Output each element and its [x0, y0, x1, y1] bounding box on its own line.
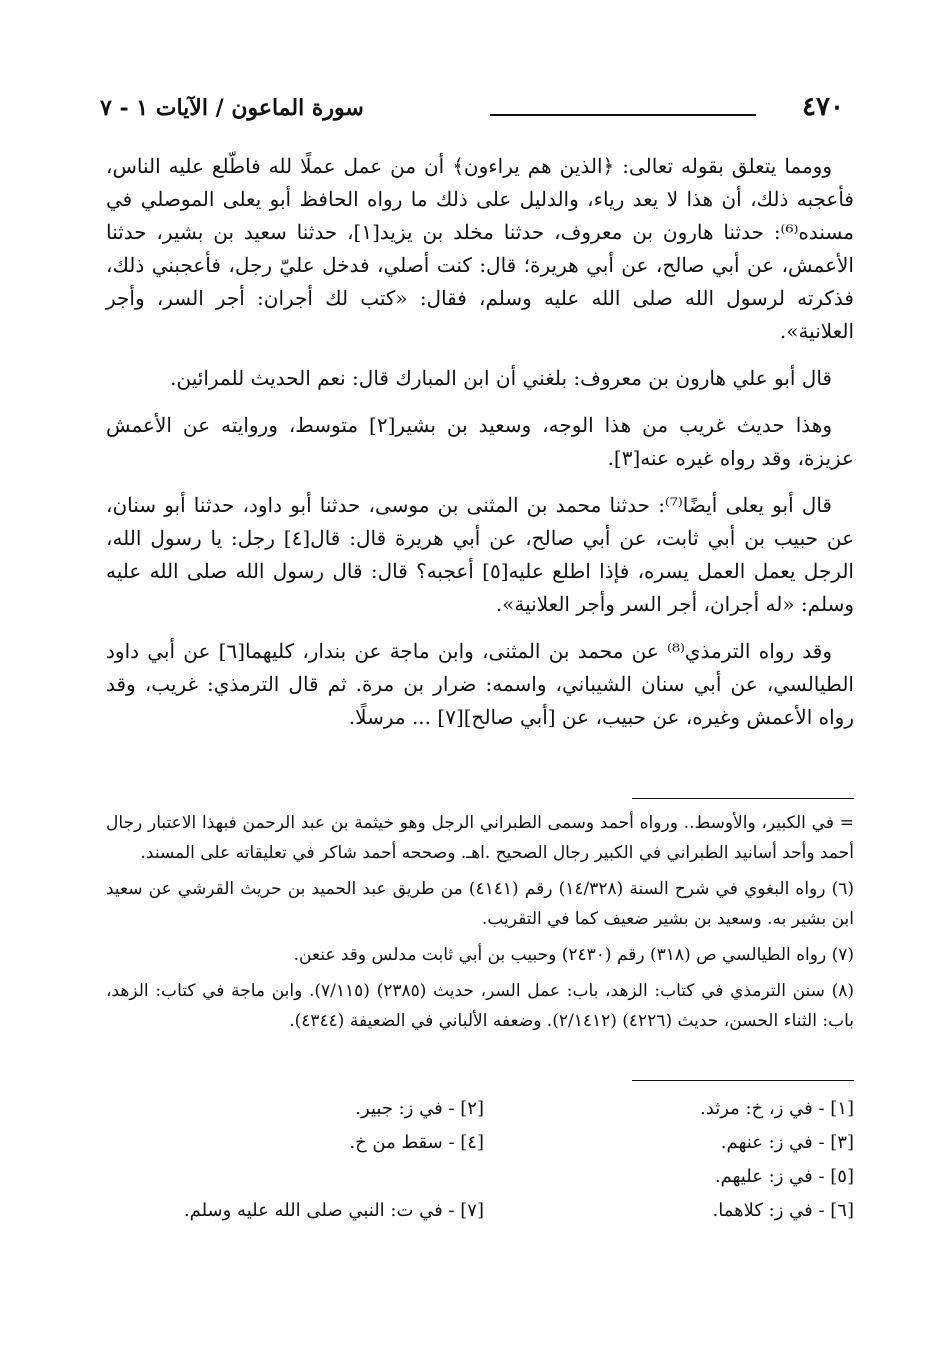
page-number: ٤٧٠ [802, 92, 844, 122]
variant-spacer [124, 1162, 484, 1192]
manuscript-variants [106, 1094, 854, 1254]
variant-5: [٥] - في ز: عليهم. [714, 1166, 854, 1187]
footnote-6: (٦) رواه البغوي في شرح السنة (١٤/٣٢٨) رقم (٤١٤١) من طريق عبد الحميد بن حريث القرشي عن سعيد ابن بشير به. وسعيد بن بشير ضعيف كما في التقريب. [106, 879, 855, 929]
variants-right-column [494, 1094, 854, 1230]
main-text [106, 150, 854, 748]
paragraph-3: وهذا حديث غريب من هذا الوجه، وسعيد بن بشير[٢] متوسط، وروايته عن الأعمش عزيزة، وقد رواه غيره عنه[٣]. [106, 413, 854, 470]
footnote-7: (٧) رواه الطيالسي ص (٣١٨) رقم (٢٤٣٠) وحبيب بن أبي ثابت مدلس وقد عنعن. [293, 945, 854, 965]
variant-1: [١] - في ز، خ: مرثد. [700, 1098, 854, 1119]
paragraph-2: قال أبو علي هارون بن معروف: بلغني أن ابن المبارك قال: نعم الحديث للمرائين. [170, 366, 832, 390]
variant-4: [٤] - سقط من خ. [349, 1132, 484, 1153]
variants-separator [632, 1080, 854, 1081]
variant-3: [٣] - في ز: عنهم. [720, 1132, 854, 1153]
paragraph-5: وقد رواه الترمذي⁽⁸⁾ عن محمد بن المثنى، وابن ماجة عن بندار، كليهما[٦] عن أبي داود الطيالسي، عن أبي سنان الشيباني، واسمه: ضرار بن مرة. ثم قال الترمذي: غريب، وقد رواه الأعمش وغيره، عن حبيب، عن [أبي صالح][٧] ... مرسلًا. [106, 639, 854, 729]
footnotes [106, 808, 854, 1042]
header-title: سورة الماعون / الآيات ١ - ٧ [100, 95, 364, 121]
header-rule [490, 114, 756, 116]
variants-left-column [124, 1094, 484, 1230]
variant-7: [٧] - في ت: النبي صلى الله عليه وسلم. [183, 1200, 484, 1221]
footnote-separator [632, 798, 854, 799]
paragraph-1: وومما يتعلق بقوله تعالى: ﴿الذين هم يراءون﴾ أن من عمل عملًا لله فاطّلع عليه الناس، فأعجبه ذلك، أن هذا لا يعد رياء، والدليل على ذلك ما رواه الحافظ أبو يعلى الموصلي في مسنده⁽⁶⁾: حدثنا هارون بن معروف، حدثنا مخلد بن يزيد[١]، حدثنا سعيد بن بشير، حدثنا الأعمش، عن أبي صالح، عن أبي هريرة؛ قال: كنت أصلي، فدخل عليّ رجل، فأعجبني ذلك، فذكرته لرسول الله صلى الله عليه وسلم، فقال: «كتب لك أجران: أجر السر، وأجر العلانية». [106, 154, 854, 343]
paragraph-4: قال أبو يعلى أيضًا⁽⁷⁾: حدثنا محمد بن المثنى بن موسى، حدثنا أبو داود، حدثنا أبو سنان، عن حبيب بن أبي ثابت، عن أبي صالح، عن أبي هريرة قال: قال[٤] رجل: يا رسول الله، الرجل يعمل العمل يسره، فإذا اطلع عليه[٥] أعجبه؟ قال: قال رسول الله صلى الله عليه وسلم: «له أجران، أجر السر وأجر العلانية». [106, 493, 855, 616]
variant-2: [٢] - في ز: جبير. [355, 1098, 484, 1119]
running-header [100, 92, 844, 126]
footnote-8: (٨) سنن الترمذي في كتاب: الزهد، باب: عمل السر، حديث (٢٣٨٥) (٧/١١٥). وابن ماجة في كتاب: الزهد، باب: الثناء الحسن، حديث (٤٢٢٦) (٢/١٤١٢). وضعفه الألباني في الضعيفة (٤٣٤٤). [106, 981, 854, 1031]
variant-6: [٦] - في ز: كلاهما. [712, 1200, 854, 1221]
footnote-continuation: = في الكبير، والأوسط.. ورواه أحمد وسمى الطبراني الرجل وهو خيثمة بن عبد الرحمن فبهذا الاعتبار رجال أحمد وأحد أسانيد الطبراني في الكبير رجال الصحيح .اهـ. وصححه أحمد شاكر في تعليقاته على المسند. [106, 813, 854, 863]
